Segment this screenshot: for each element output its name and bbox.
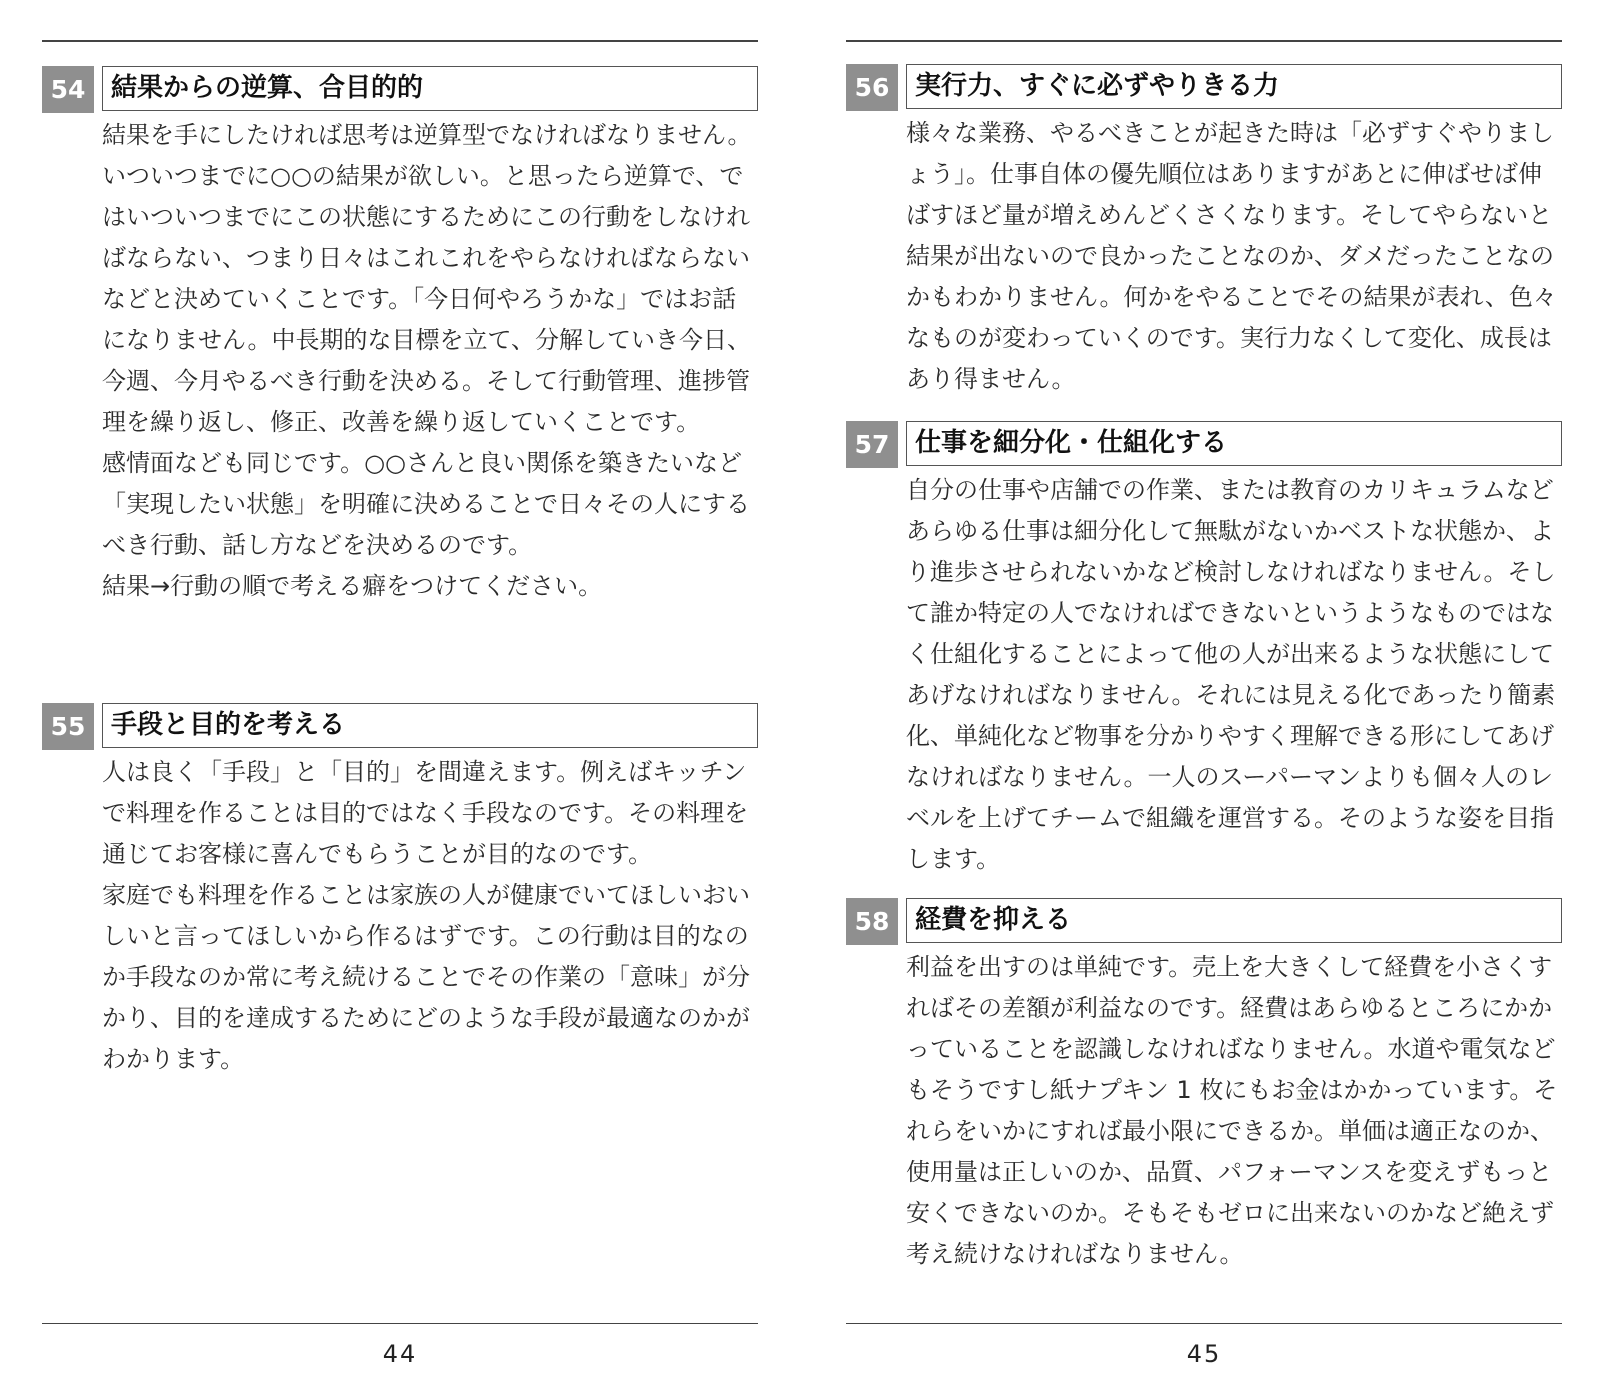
paragraph: 自分の仕事や店舗での作業、または教育のカリキュラムなどあらゆる仕事は細分化して無駄がないかベストな状態か、より進歩させられないかなど検討しなければなりません。そして誰か特定の人でなければできないというようなものではなく仕組化することによって他の人が出来るような状態にしてあげなければなりません。それには見える化であったり簡素化、単純化など物事を分かりやすく理解できる形にしてあげなければなりません。一人のスーパーマンよりも個々人のレベルを上げてチームで組織を運営する。そのような姿を目指します。 <box>906 476 1556 873</box>
section-number: 57 <box>846 421 898 468</box>
section-header <box>846 898 1562 945</box>
paragraph: 人は良く「手段」と「目的」を間違えます。例えばキッチンで料理を作ることは目的ではなく手段なのです。その料理を通じてお客様に喜んでもらうことが目的なのです。 <box>102 758 749 868</box>
page-number: 45 <box>1186 1340 1222 1368</box>
section-header <box>42 703 758 750</box>
section-56 <box>846 64 1562 400</box>
section-body <box>906 947 1562 1275</box>
section-55 <box>42 703 758 1080</box>
section-number: 54 <box>42 66 94 113</box>
section-54 <box>42 66 758 607</box>
section-number: 58 <box>846 898 898 945</box>
top-rule <box>846 40 1562 42</box>
top-rule <box>42 40 758 42</box>
paragraph: 感情面なども同じです。○○さんと良い関係を築きたいなど「実現したい状態」を明確に決めることで日々その人にするべき行動、話し方などを決めるのです。 <box>102 449 750 559</box>
bottom-rule <box>42 1323 758 1324</box>
section-title: 仕事を細分化・仕組化する <box>906 421 1562 466</box>
section-title: 手段と目的を考える <box>102 703 758 748</box>
paragraph: いついつまでに○○の結果が欲しい。と思ったら逆算で、ではいついつまでにこの状態にするためにこの行動をしなければならない、つまり日々はこれこれをやらなければならないなどと決めていくことです。「今日何やろうかな」ではお話になりません。中長期的な目標を立て、分解していき今日、今週、今月やるべき行動を決める。そして行動管理、進捗管理を繰り返し、修正、改善を繰り返していくことです。 <box>102 162 751 436</box>
section-title: 実行力、すぐに必ずやりきる力 <box>906 64 1562 109</box>
page-number: 44 <box>382 1340 418 1368</box>
section-title: 結果からの逆算、合目的的 <box>102 66 758 111</box>
paragraph: 結果を手にしたければ思考は逆算型でなければなりません。 <box>102 121 752 149</box>
section-header <box>846 421 1562 468</box>
right-page <box>846 0 1562 1400</box>
section-58 <box>846 898 1562 1275</box>
paragraph: 家庭でも料理を作ることは家族の人が健康でいてほしいおいしいと言ってほしいから作るはずです。この行動は目的なのか手段なのか常に考え続けることでその作業の「意味」が分かり、目的を達成するためにどのような手段が最適なのかがわかります。 <box>102 881 750 1073</box>
bottom-rule <box>846 1323 1562 1324</box>
section-body <box>102 752 758 1080</box>
section-body <box>906 470 1562 880</box>
paragraph: 様々な業務、やるべきことが起きた時は「必ずすぐやりましょう」。仕事自体の優先順位はありますがあとに伸ばせば伸ばすほど量が増えめんどくさくなります。そしてやらないと結果が出ないので良かったことなのか、ダメだったことなのかもわかりません。何かをやることでその結果が表れ、色々なものが変わっていくのです。実行力なくして変化、成長はあり得ません。 <box>906 119 1557 393</box>
section-number: 55 <box>42 703 94 750</box>
paragraph: 利益を出すのは単純です。売上を大きくして経費を小さくすればその差額が利益なのです。経費はあらゆるところにかかっていることを認識しなければなりません。水道や電気などもそうですし紙ナプキン 1 枚にもお金はかかっています。それらをいかにすれば最小限にできるか。単価は適正なのか、使用量は正しいのか、品質、パフォーマンスを変えずもっと安くできないのか。そもそもゼロに出来ないのかなど絶えず考え続けなければなりません。 <box>906 953 1558 1268</box>
paragraph: 結果→行動の順で考える癖をつけてください。 <box>102 572 603 600</box>
section-57 <box>846 421 1562 880</box>
section-title: 経費を抑える <box>906 898 1562 943</box>
section-body <box>102 115 758 607</box>
section-number: 56 <box>846 64 898 111</box>
section-header <box>42 66 758 113</box>
left-page <box>42 0 758 1400</box>
section-body <box>906 113 1562 400</box>
section-header <box>846 64 1562 111</box>
